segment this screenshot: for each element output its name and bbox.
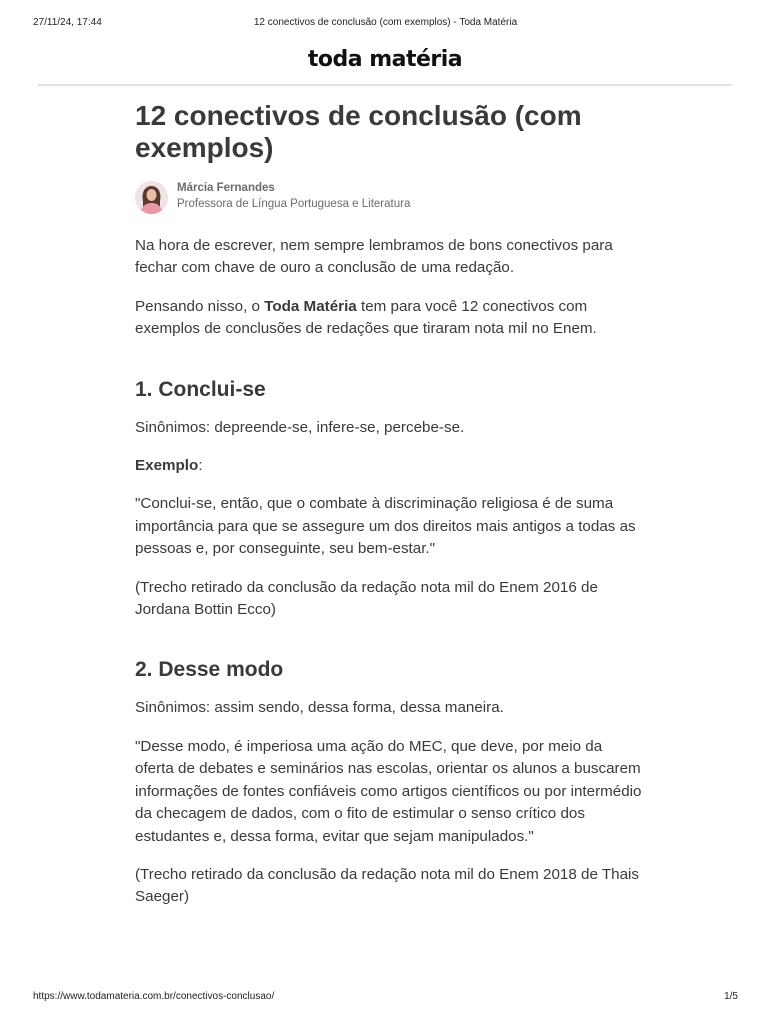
print-title: 12 conectivos de conclusão (com exemplos) - Toda Matéria [253, 17, 518, 28]
intro2-brand: Toda Matéria [264, 297, 357, 315]
example-label-line [135, 455, 645, 477]
site-logo[interactable]: toda matéria [307, 47, 463, 72]
intro2-before: Pensando nisso, o [135, 297, 265, 315]
site-header [38, 44, 732, 86]
print-footer [33, 991, 738, 1005]
print-page-number: 1/5 [724, 991, 738, 1002]
print-header [33, 17, 738, 31]
author-role: Professora de Língua Portuguesa e Literatura [177, 198, 411, 210]
intro2-after: tem para você 12 conectivos com exemplos de conclusões de redações que tiraram nota mil no Enem. [135, 297, 597, 338]
section-quote: "Conclui-se, então, que o combate à discriminação religiosa é de suma importância para que se assegure um dos direitos mais antigos a todas as pessoas e, por conseguinte, seu bem-estar." [135, 495, 636, 558]
section-synonyms: Sinônimos: depreende-se, infere-se, percebe-se. [135, 418, 465, 436]
section-source: (Trecho retirado da conclusão da redação nota mil do Enem 2018 de Thais Saeger) [135, 865, 640, 906]
article-title: 12 conectivos de conclusão (com exemplos) [135, 100, 582, 163]
author-avatar[interactable] [135, 181, 168, 214]
intro-paragraph: Na hora de escrever, nem sempre lembramos de bons conectivos para fechar com chave de ouro a conclusão de uma redação. [135, 237, 613, 277]
author-name[interactable]: Márcia Fernandes [177, 182, 275, 194]
author-block [135, 181, 645, 215]
intro-paragraph-2 [135, 296, 645, 341]
section-quote: "Desse modo, é imperiosa uma ação do MEC, que deve, por meio da oferta de debates e seminários nas escolas, orientar os alunos a buscarem informações de fontes confiáveis como artigos científicos ou por intermédio da checagem de dados, com o fito de estimular o senso crítico dos estudantes e, dessa forma, evitar que sejam manipulados." [135, 737, 642, 845]
section-synonyms: Sinônimos: assim sendo, dessa forma, dessa maneira. [135, 699, 504, 717]
example-colon: : [198, 457, 203, 475]
print-url[interactable]: https://www.todamateria.com.br/conectivos-conclusao/ [33, 991, 275, 1002]
section-heading: 2. Desse modo [135, 658, 284, 682]
author-avatar-icon [135, 181, 168, 214]
print-date: 27/11/24, 17:44 [33, 17, 102, 28]
example-label: Exemplo [135, 457, 199, 475]
section-heading: 1. Conclui-se [135, 377, 266, 401]
article [135, 100, 645, 909]
section-source: (Trecho retirado da conclusão da redação nota mil do Enem 2016 de Jordana Bottin Ecco) [135, 578, 598, 619]
